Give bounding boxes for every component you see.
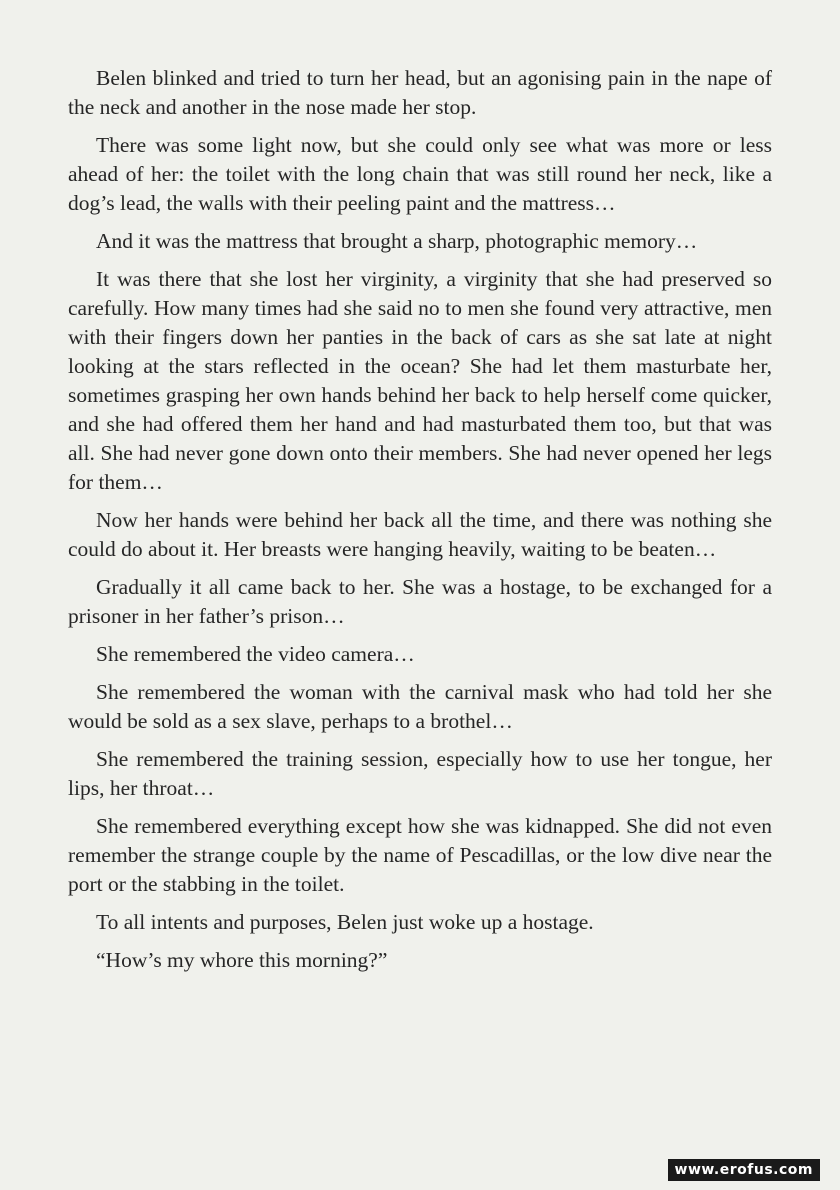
paragraph: “How’s my whore this morning?”: [96, 948, 388, 972]
paragraph: Now her hands were behind her back all the time, and there was nothing she could do about it. Her breasts were hanging heavily, waiting to be beaten…: [68, 508, 772, 561]
watermark-badge: www.erofus.com: [668, 1159, 820, 1181]
paragraph: There was some light now, but she could only see what was more or less ahead of her: the toilet with the long chain that was still round her neck, like a dog’s lead, the walls with their peeling paint and the mattress…: [68, 133, 772, 215]
paragraph: She remembered everything except how she was kidnapped. She did not even remember the strange couple by the name of Pescadillas, or the low dive near the port or the stabbing in the toilet.: [68, 814, 772, 896]
paragraph: She remembered the training session, especially how to use her tongue, her lips, her throat…: [68, 747, 772, 800]
paragraph: And it was the mattress that brought a sharp, photographic memory…: [96, 229, 698, 253]
paragraph: She remembered the video camera…: [96, 642, 415, 666]
paragraph: Gradually it all came back to her. She was a hostage, to be exchanged for a prisoner in her father’s prison…: [68, 575, 772, 628]
paragraph: Belen blinked and tried to turn her head, but an agonising pain in the nape of the neck and another in the nose made her stop.: [68, 66, 772, 119]
paragraph: It was there that she lost her virginity, a virginity that she had preserved so carefully. How many times had she said no to men she found very attractive, men with their fingers down her panties in the back of cars as she sat late at night looking at the stars reflected in the ocean? She had let them masturbate her, sometimes grasping her own hands behind her back to help herself come quicker, and she had offered them her hand and had masturbated them too, but that was all. She had never gone down onto their members. She had never opened her legs for them…: [68, 267, 772, 494]
paragraph: To all intents and purposes, Belen just woke up a hostage.: [96, 910, 594, 934]
paragraph: She remembered the woman with the carnival mask who had told her she would be sold as a sex slave, perhaps to a brothel…: [68, 680, 772, 733]
page-body: [68, 64, 772, 984]
